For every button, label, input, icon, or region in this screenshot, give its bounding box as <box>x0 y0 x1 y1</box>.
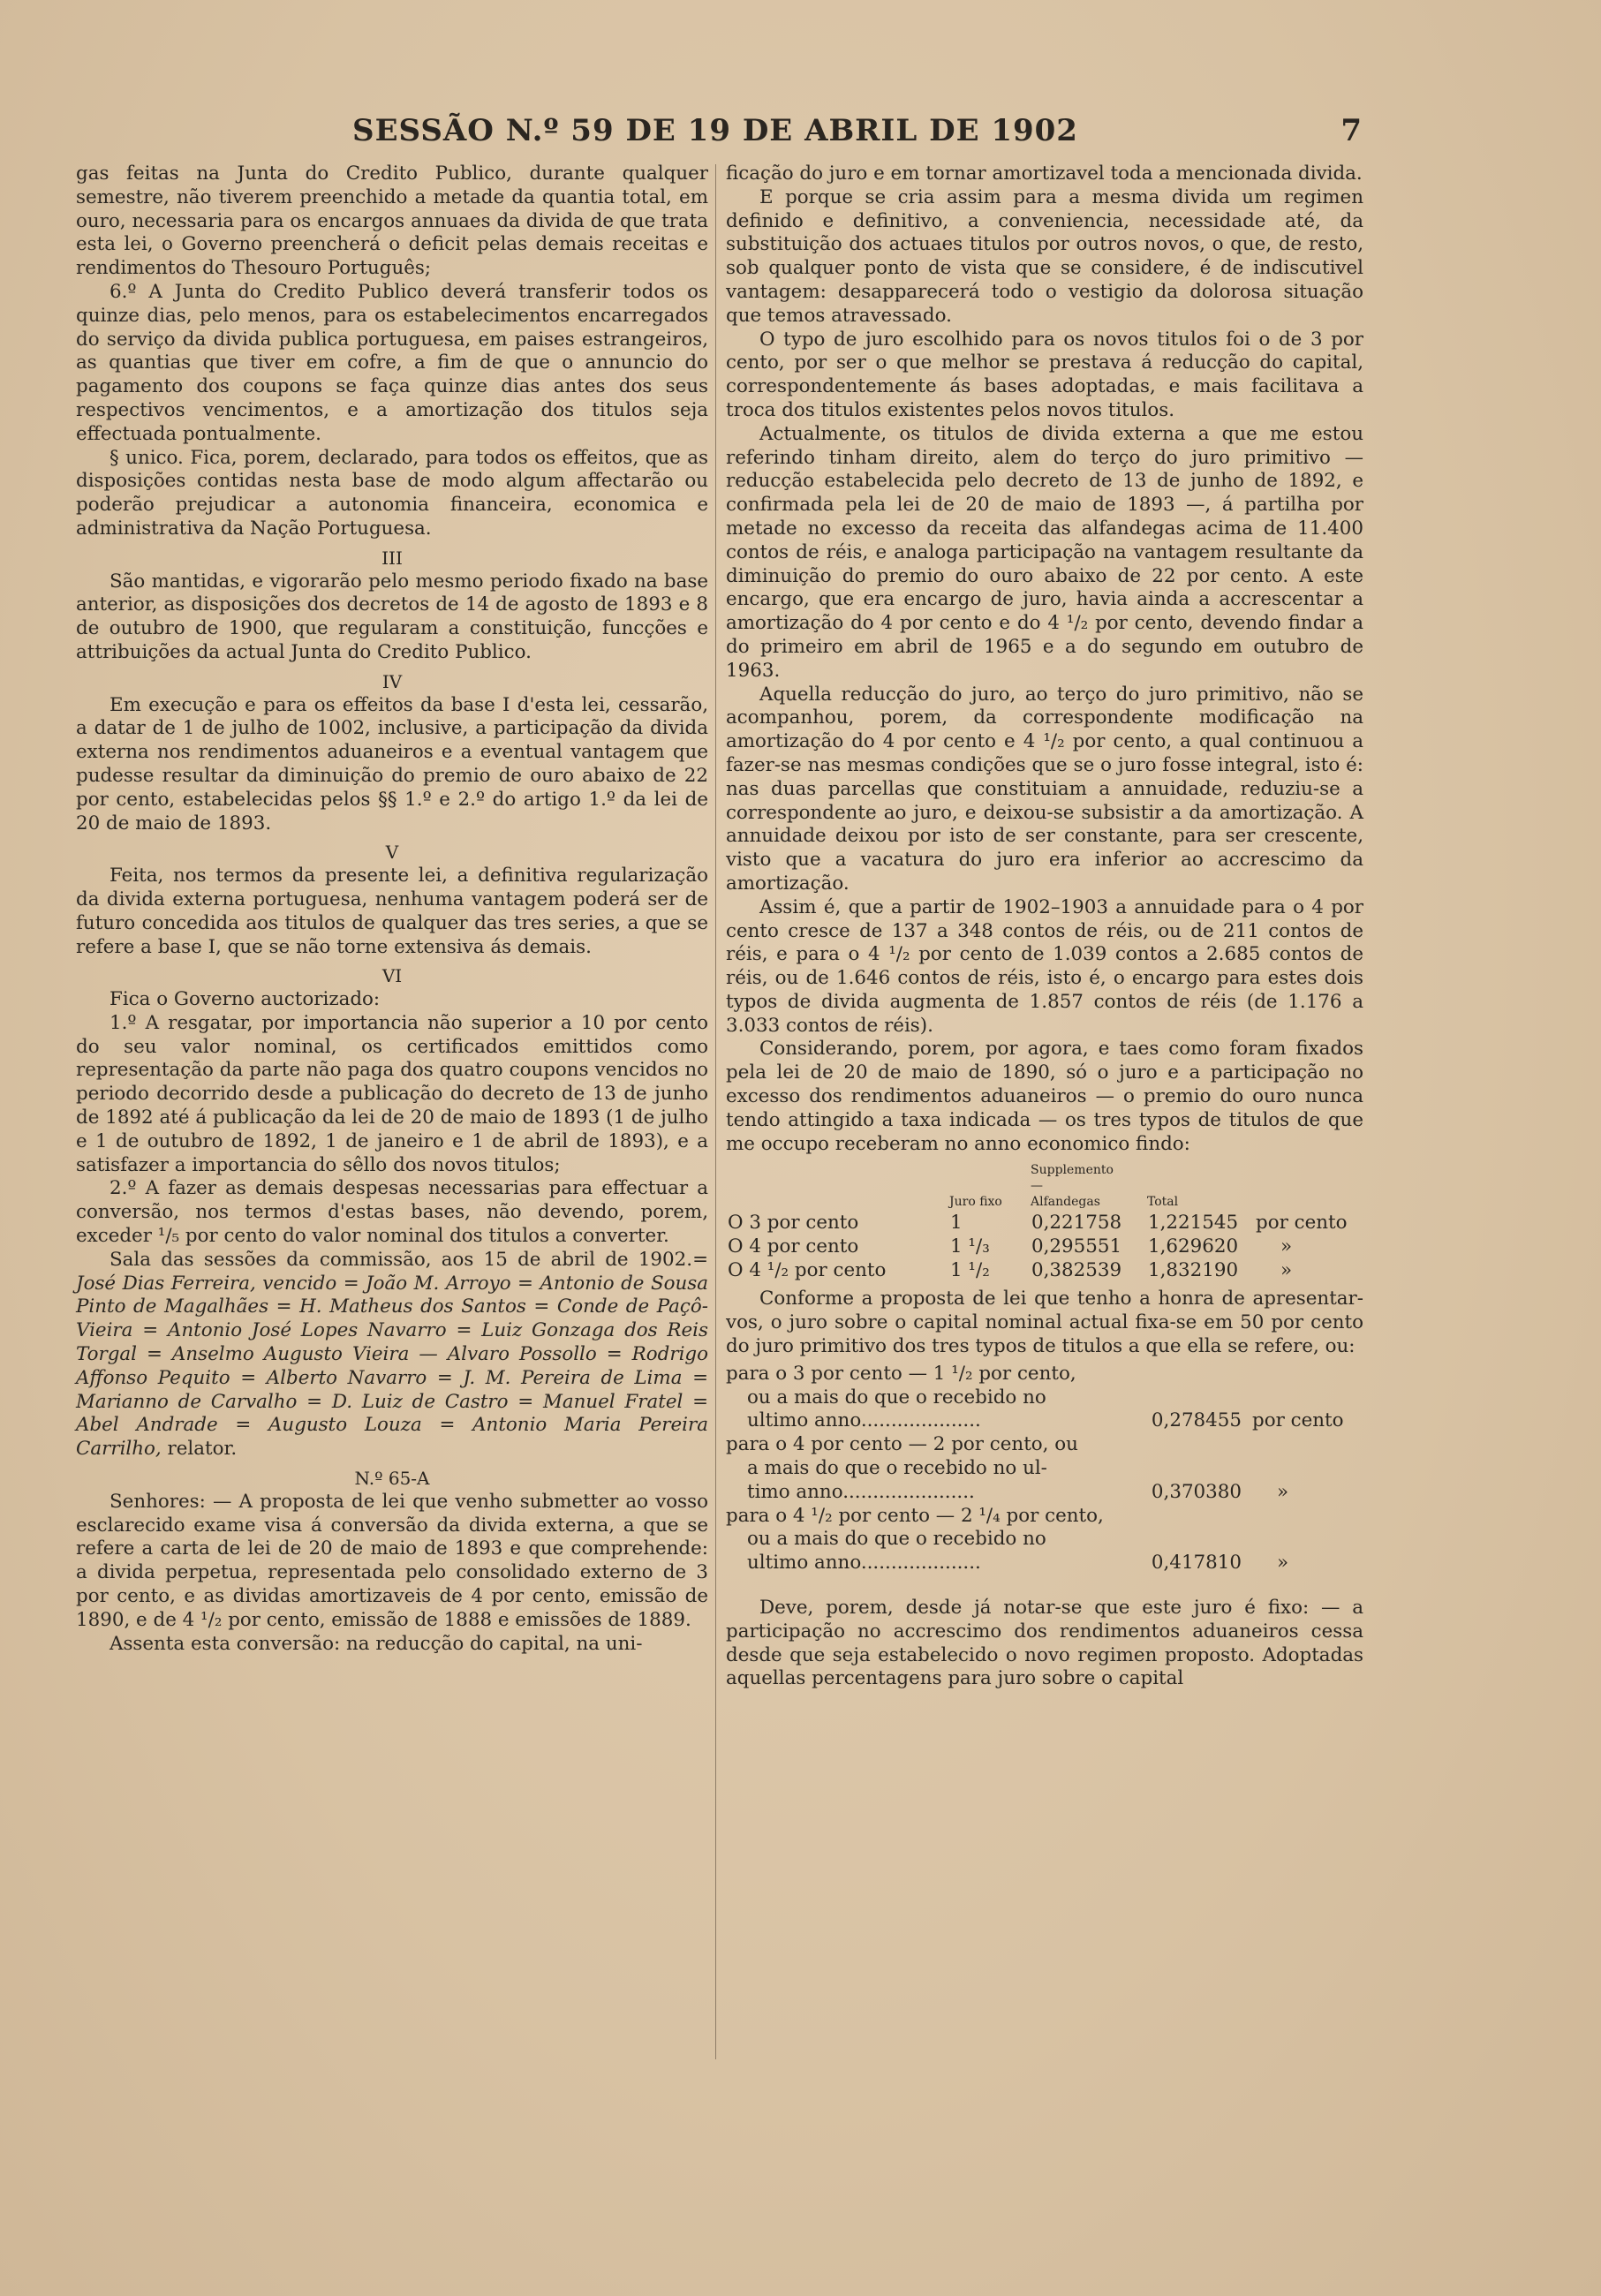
column-header-supplemento <box>1030 1161 1146 1211</box>
row-total: 1,629620 <box>1148 1235 1239 1258</box>
rate-line <box>726 1505 1363 1529</box>
rate-line <box>726 1386 1363 1410</box>
row-unit: » <box>1280 1259 1293 1282</box>
page-number: 7 <box>1340 113 1362 148</box>
header-line: Alfandegas <box>1031 1195 1100 1210</box>
rate-line <box>726 1409 1363 1433</box>
paragraph: São mantidas, e vigorarão pelo mesmo periodo fixado na base anterior, as disposições dos decretos de 14 de agosto de 1893 e 8 de outubro de 1900, que regularam a constituição, funcções e attribuições da actual Junta do Credito Publico. <box>76 570 708 663</box>
paragraph: Aquella reducção do juro, ao terço do juro primitivo, não se acompanhou, porem, da correspondente modificação na amortização do 4 por cento e 4 ¹/₂ por cento, a qual continuou a fazer-se nas mesmas condições que se o juro fosse integral, isto é: nas duas parcellas que constituiam a annuidade, reduziu-se a correspondente ao juro, e deixou-se subsistir a da amortização. A annuidade deixou por isto de ser constante, para ser crescente, visto que a vacatura do juro era inferior ao accrescimo da amortização. <box>726 683 1363 895</box>
row-total: 1,221545 <box>1148 1212 1239 1235</box>
rate-line <box>726 1457 1363 1481</box>
paragraph: gas feitas na Junta do Credito Publico, durante qualquer semestre, não tiverem preenchido a metade da quantia total, em ouro, necessaria para os encargos annuaes da divida de que trata esta lei, o Governo preencherá o deficit pelas demais receitas e rendimentos do Thesouro Português; <box>76 162 708 280</box>
paragraph: Fica o Governo auctorizado: <box>110 988 381 1011</box>
column-header-total: Total <box>1147 1195 1179 1210</box>
column-header-juro: Juro fixo <box>949 1195 1002 1210</box>
rate-line <box>726 1363 1363 1386</box>
row-juro: 1 ¹/₂ <box>950 1259 990 1282</box>
signatures-end: relator. <box>161 1438 238 1461</box>
rate-text: a mais do que o recebido no ul- <box>747 1457 1047 1480</box>
paragraph: 6.º A Junta do Credito Publico deverá transferir todos os quinze dias, pelo menos, para os estabelecimentos encarregados do serviço da divida publica portuguesa, em paises estrangeiros, as quantias que tiver em cofre, a fim de que o annuncio do pagamento dos coupons se faça quinze dias antes dos seus respectivos vencimentos, e a amortização dos titulos seja effectuada pontualmente. <box>76 280 708 445</box>
signatures: = José Dias Ferreira, vencido = João M. Arroyo = Antonio de Sousa Pinto de Magalhães = H. Matheus dos Santos = Conde de Paçô-Vieira = Antonio José Lopes Navarro = Luiz Gonzaga dos Reis Torgal = Anselmo Augusto Vieira — Alvaro Possollo = Rodrigo Affonso Pequito = Alberto Navarro = J. M. Pereira de Lima = Marianno de Carvalho = D. Luiz de Castro = Manuel Fratel = Abel Andrade = Augusto Louza = Antonio Maria Pereira Carrilho, <box>76 1248 708 1461</box>
rate-line <box>726 1552 1363 1575</box>
row-unit: » <box>1280 1235 1293 1258</box>
paragraph: Deve, porem, desde já notar-se que este juro é fixo: — a participação no accrescimo dos rendimentos aduaneiros cessa desde que seja estabelecido o novo regimen proposto. Adoptadas aquellas percentagens para juro sobre o capital <box>726 1597 1363 1690</box>
paragraph: Actualmente, os titulos de divida externa a que me estou referindo tinham direito, alem do terço do juro primitivo — reducção estabelecida pelo decreto de 13 de junho de 1892, e confirmada pela lei de 20 de maio de 1893 —, á partilha por metade no excesso da receita das alfandegas acima de 11.400 contos de réis, e analoga participação na vantagem resultante da diminuição do premio do ouro abaixo de 22 por cento. A este encargo, que era encargo de juro, havia ainda a accrescentar a amortização do 4 por cento e do 4 ¹/₂ por cento, devendo findar a do primeiro em abril de 1965 e a do segundo em outubro de 1963. <box>726 422 1363 682</box>
rate-unit: por cento <box>1252 1409 1344 1432</box>
header-line: — <box>1031 1179 1043 1194</box>
rate-unit: » <box>1277 1480 1289 1503</box>
paragraph: Em execução e para os effeitos da base I d'esta lei, cessarão, a datar de 1 de julho de 1002, inclusive, a participação da divida externa nos rendimentos aduaneiros e a eventual vantagem que pudesse resultar da diminuição do premio de ouro abaixo de 22 por cento, estabelecidas pelos §§ 1.º e 2.º do artigo 1.º da lei de 20 de maio de 1893. <box>76 693 708 835</box>
paragraph: 2.º A fazer as demais despesas necessarias para effectuar a conversão, nos termos d'estas bases, não devendo, porem, exceder ¹/₅ por cento do valor nominal dos titulos a converter. <box>76 1177 708 1248</box>
page-title: SESSÃO N.º 59 DE 19 DE ABRIL DE 1902 <box>352 113 1078 148</box>
row-supplemento: 0,382539 <box>1031 1259 1122 1282</box>
right-column <box>726 162 1363 1691</box>
table-row <box>726 1211 1363 1235</box>
paragraph: Assim é, que a partir de 1902–1903 a annuidade para o 4 por cento cresce de 137 a 348 contos de réis, ou de 211 contos de réis, e para o 4 ¹/₂ por cento de 1.039 contos a 2.685 contos de réis, ou de 1.646 contos de réis, isto é, o encargo para estes dois typos de divida augmenta de 1.857 contos de réis (de 1.176 a 3.033 contos de réis). <box>726 895 1363 1037</box>
row-supplemento: 0,221758 <box>1031 1212 1122 1235</box>
column-divider <box>715 164 716 2059</box>
interest-table <box>726 1161 1363 1282</box>
section-heading: III <box>381 547 403 569</box>
signatures-paragraph <box>76 1249 708 1461</box>
section-heading: VI <box>381 965 403 987</box>
rate-line <box>726 1481 1363 1505</box>
rate-value: 0,278455 <box>1151 1409 1242 1432</box>
table-row <box>726 1258 1363 1282</box>
rate-text: timo anno...................... <box>747 1480 975 1503</box>
paragraph: Feita, nos termos da presente lei, a definitiva regularização da divida externa portuguesa, nenhuma vantagem poderá ser de futuro concedida aos titulos de qualquer das tres series, a que se refere a base I, que se não torne extensiva ás demais. <box>76 865 708 958</box>
rate-value: 0,417810 <box>1151 1552 1242 1575</box>
paragraph: Conforme a proposta de lei que tenho a honra de apresentar-vos, o juro sobre o capital nominal actual fixa-se em 50 por cento do juro primitivo dos tres typos de titulos a que ella se refere, ou: <box>726 1288 1363 1358</box>
rate-line <box>726 1433 1363 1457</box>
table-header-row <box>726 1161 1363 1211</box>
rate-text: ou a mais do que o recebido no <box>747 1386 1046 1409</box>
paragraph: Senhores: — A proposta de lei que venho submetter ao vosso esclarecido exame visa á conversão da divida externa, a que se refere a carta de lei de 20 de maio de 1893 e que comprehende: a divida perpetua, representada pelo consolidado externo de 3 por cento, e as dividas amortizaveis de 4 por cento, emissão de 1890, e de 4 ¹/₂ por cento, emissão de 1888 e emissões de 1889. <box>76 1490 708 1631</box>
row-label: O 3 por cento <box>728 1212 859 1235</box>
table-row <box>726 1235 1363 1258</box>
paragraph: Considerando, porem, por agora, e taes como foram fixados pela lei de 20 de maio de 1890, só o juro e a participação no excesso dos rendimentos aduaneiros — o premio do ouro nunca tendo attingido a taxa indicada — os tres typos de titulos de que me occupo receberam no anno economico findo: <box>726 1038 1363 1155</box>
paragraph: 1.º A resgatar, por importancia não superior a 10 por cento do seu valor nominal, os certificados emittidos como representação da parte não paga dos quatro coupons vencidos no periodo decorrido desde a publicação do decreto de 13 de junho de 1892 até á publicação da lei de 20 de maio de 1893 (1 de julho e 1 de outubro de 1892, 1 de janeiro e 1 de abril de 1893), e a satisfazer a importancia do sêllo dos novos titulos; <box>76 1011 708 1176</box>
rate-text: para o 4 ¹/₂ por cento — 2 ¹/₄ por cento, <box>726 1504 1104 1527</box>
row-unit: por cento <box>1256 1212 1348 1235</box>
rate-text: para o 3 por cento — 1 ¹/₂ por cento, <box>726 1362 1076 1385</box>
section-heading: N.º 65-A <box>354 1468 430 1490</box>
page-header <box>71 113 1360 157</box>
row-label: O 4 por cento <box>728 1235 859 1258</box>
row-total: 1,832190 <box>1148 1259 1239 1282</box>
rate-text: para o 4 por cento — 2 por cento, ou <box>726 1433 1078 1456</box>
row-juro: 1 <box>950 1212 963 1235</box>
rate-line <box>726 1528 1363 1552</box>
row-supplemento: 0,295551 <box>1031 1235 1122 1258</box>
rate-text: ultimo anno.................... <box>747 1409 981 1432</box>
row-label: O 4 ¹/₂ por cento <box>728 1259 887 1282</box>
rate-unit: » <box>1277 1552 1289 1575</box>
paragraph: Assenta esta conversão: na reducção do capital, na uni- <box>110 1632 643 1655</box>
section-heading: V <box>385 842 399 864</box>
rate-text: ultimo anno.................... <box>747 1552 981 1575</box>
paragraph: ficação do juro e em tornar amortizavel toda a mencionada divida. <box>726 162 1363 185</box>
paragraph: E porque se cria assim para a mesma divida um regimen definido e definitivo, a conveniencia, necessidade até, da substituição dos actuaes titulos por outros novos, o que, de resto, sob qualquer ponto de vista que se considere, é de indiscutivel vantagem: desapparecerá todo o vestigio da dolorosa situação que temos atravessado. <box>726 185 1363 327</box>
header-line: Supplemento <box>1031 1163 1114 1178</box>
rate-list <box>726 1363 1363 1575</box>
rate-text: ou a mais do que o recebido no <box>747 1528 1046 1551</box>
rate-value: 0,370380 <box>1151 1480 1242 1503</box>
left-column <box>76 162 708 1656</box>
row-juro: 1 ¹/₃ <box>950 1235 990 1258</box>
signatures-intro: Sala das sessões da commissão, aos 15 de abril de 1902. <box>110 1248 693 1271</box>
section-heading: IV <box>381 670 403 692</box>
paragraph: O typo de juro escolhido para os novos titulos foi o de 3 por cento, por ser o que melhor se prestava á reducção do capital, correspondentemente ás bases adoptadas, e mais facilitava a troca dos titulos existentes pelos novos titulos. <box>726 328 1363 421</box>
paragraph: § unico. Fica, porem, declarado, para todos os effeitos, que as disposições contidas nesta base de modo algum affectarão ou poderão prejudicar a autonomia financeira, economica e administrativa da Nação Portuguesa. <box>76 446 708 540</box>
